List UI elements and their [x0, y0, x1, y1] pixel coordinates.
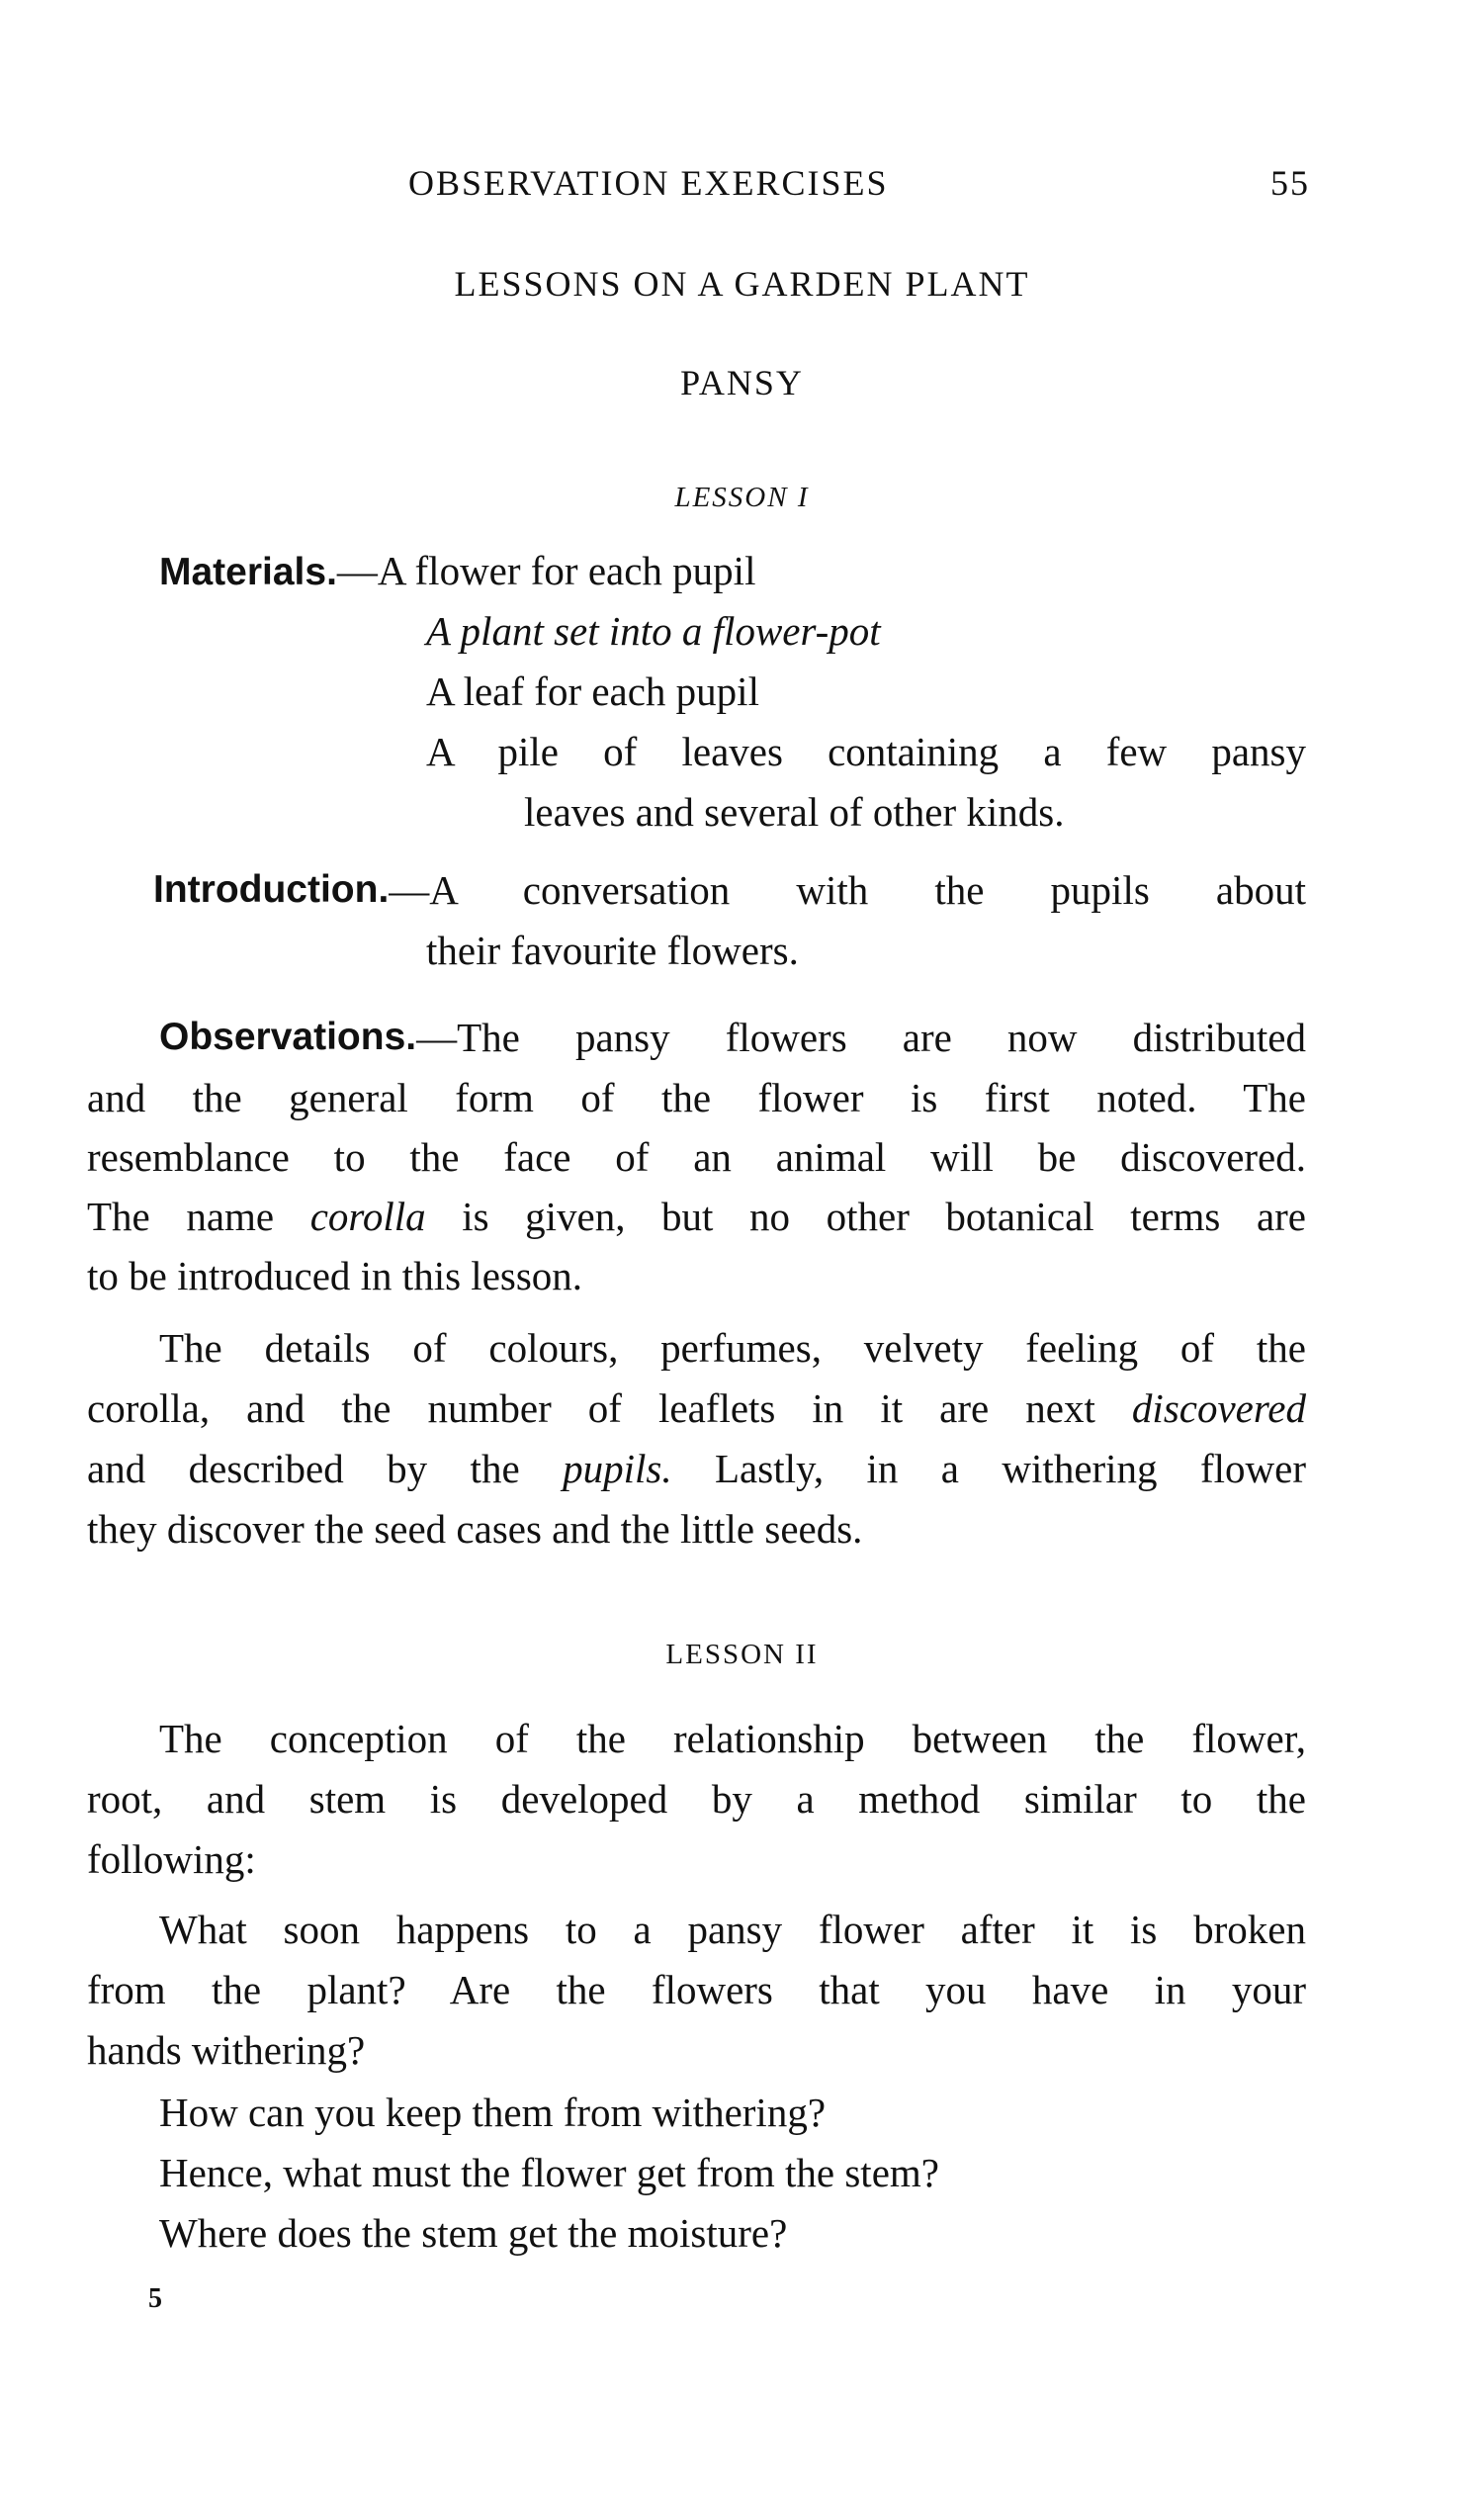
paragraph-line: and the general form of the flower is first noted. The [87, 1075, 1306, 1120]
materials-label: Materials. [159, 551, 337, 593]
lesson-2-title: LESSON II [665, 1639, 819, 1670]
paragraph-line: following: [87, 1836, 256, 1882]
introduction-line [153, 865, 1306, 915]
subject-title: PANSY [680, 363, 804, 402]
observations-line [159, 1013, 1306, 1062]
paragraph-line: resemblance to the face of an animal will be discovered. [87, 1134, 1306, 1180]
running-title: OBSERVATION EXERCISES [408, 163, 889, 203]
question-line: Hence, what must the flower get from the stem? [159, 2150, 939, 2195]
paragraph-line: root, and stem is developed by a method similar to the [87, 1776, 1306, 1822]
paragraph-line: from the plant? Are the flowers that you have in your [87, 1967, 1306, 2012]
question-line: Where does the stem get the moisture? [159, 2210, 788, 2256]
paragraph-line: corolla, and the number of leaflets in it are next discovered [87, 1385, 1306, 1431]
introduction-text: —A conversation with the pupils about [389, 867, 1306, 913]
page-number: 55 [1270, 163, 1310, 203]
paragraph-line: The details of colours, perfumes, velvety feeling of the [159, 1325, 1306, 1371]
paragraph-line: they discover the seed cases and the little seeds. [87, 1506, 863, 1552]
material-item: —A flower for each pupil [336, 548, 756, 593]
materials-line [159, 546, 755, 597]
section-title: LESSONS ON A GARDEN PLANT [454, 264, 1030, 304]
observations-text: —The pansy flowers are now distributed [416, 1015, 1306, 1060]
paragraph-line: The name corolla is given, but no other botanical terms are [87, 1194, 1306, 1239]
introduction-text-cont: their favourite flowers. [426, 928, 799, 973]
material-item: A leaf for each pupil [426, 668, 759, 714]
signature-mark: 5 [148, 2283, 162, 2314]
paragraph-line: What soon happens to a pansy flower after it is broken [159, 1907, 1306, 1952]
material-item-cont: leaves and several of other kinds. [524, 789, 1065, 835]
lesson-1-title: LESSON I [674, 482, 810, 513]
paragraph-line: The conception of the relationship between the flower, [159, 1716, 1306, 1761]
paragraph-line: to be introduced in this lesson. [87, 1253, 583, 1298]
paragraph-line: hands withering? [87, 2027, 366, 2073]
material-item: A plant set into a flower-pot [426, 608, 881, 654]
material-item: A pile of leaves containing a few pansy [426, 729, 1306, 774]
introduction-label: Introduction. [153, 868, 390, 911]
paragraph-line: and described by the pupils. Lastly, in a withering flower [87, 1446, 1306, 1491]
observations-label: Observations. [159, 1016, 417, 1058]
question-line: How can you keep them from withering? [159, 2090, 827, 2135]
